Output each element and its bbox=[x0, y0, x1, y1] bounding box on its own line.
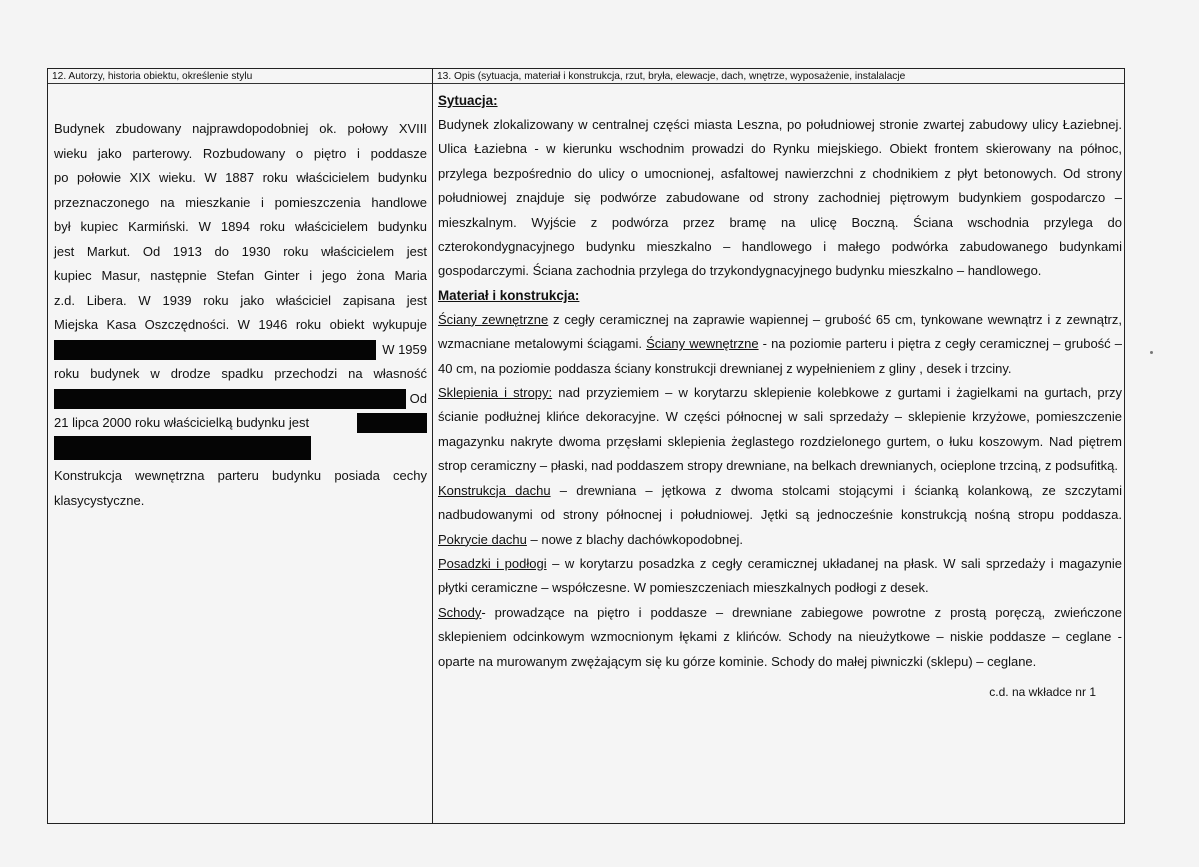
history-column bbox=[54, 117, 427, 513]
redacted-row bbox=[54, 338, 427, 363]
redaction-bar bbox=[54, 436, 311, 460]
paragraph-dach bbox=[438, 479, 1122, 552]
paragraph-posadzki bbox=[438, 552, 1122, 601]
text-sklepienia: nad przyziemiem – w korytarzu sklepienie kolebkowe z gurtami i żagielkami na gurtach, przy ścianie podłużnej klińce dekoracyjne. W części północnej w sali sprzedaży – sklepienie krzyżowe, pomieszczenie magazynku nakryte dwoma przęsłami sklepienia żeglastego rozdzielonego gurtem, o łuku koszowym. Nad piętrem strop ceramiczny – płaski, nad poddaszem stropy drewniane, na belkach drewnianych, ocieplone trzciną, z podsufitką. bbox=[438, 385, 1122, 474]
history-line: klasycystyczne. bbox=[54, 492, 145, 508]
label-pokrycie-dachu: Pokrycie dachu bbox=[438, 531, 527, 547]
history-line: roku budynek w drodze spadku przechodzi na własność bbox=[54, 366, 427, 381]
history-line: z.d. Libera. W 1939 roku jako właściciel zapisana jest bbox=[54, 292, 427, 308]
label-sciany-zewnetrzne: Ściany zewnętrzne bbox=[438, 311, 549, 327]
description-column bbox=[438, 89, 1122, 704]
history-line: 21 lipca 2000 roku właścicielką budynku jest bbox=[54, 415, 310, 430]
label-schody: Schody bbox=[438, 604, 482, 620]
redacted-row bbox=[54, 387, 427, 412]
text-schody: - prowadzące na piętro i poddasze – drewniane zabiegowe powrotne z prostą poręczą, zwieńczone sklepieniem odcinkowym wzmocnionym łękami z klińców. Schody na nieużytkowe – niskie poddasze – ceglane - oparte na murowanym zwężającym się ku górze kominie. Schody do małej piwniczki (sklepu) – ceglane. bbox=[438, 604, 1122, 669]
continuation-note: c.d. na wkładce nr 1 bbox=[989, 684, 1096, 699]
history-line: Od bbox=[409, 390, 427, 406]
text-pokrycie-dachu: – nowe z blachy dachówkopodobnej. bbox=[526, 531, 743, 547]
label-konstrukcja-dachu: Konstrukcja dachu bbox=[438, 482, 551, 498]
text-konstrukcja-dachu: – drewniana – jętkowa z dwoma stolcami stojącymi i ścianką kolankową, ze szczytami nadbudowanymi od strony północnej i południowej. Jętki są jednocześnie konstrukcją nośną stropu poddasza. bbox=[438, 482, 1122, 523]
history-line: był kupiec Karmiński. W 1894 roku właścicielem budynku bbox=[54, 219, 427, 234]
redacted-row bbox=[54, 411, 427, 436]
paragraph-schody bbox=[438, 601, 1122, 674]
redaction-bar bbox=[357, 413, 427, 433]
history-line: Budynek zbudowany najprawdopodobniej ok. połowy XVIII bbox=[54, 121, 427, 136]
section-12-title: 12. Autorzy, historia obiektu, określenie stylu bbox=[52, 71, 253, 82]
history-line: wieku jako parterowy. Rozbudowany o piętro i poddasze bbox=[54, 145, 427, 161]
document-form bbox=[47, 68, 1125, 824]
column-divider bbox=[432, 69, 433, 823]
history-line: Miejska Kasa Oszczędności. W 1946 roku obiekt wykupuje bbox=[54, 317, 427, 332]
text-sciany-wewnetrzne: - na poziomie parteru i piętra z cegły ceramicznej – grubość – 40 cm, na poziomie poddasza ściany konstrukcji drewnianej z wypełnieniem z gliny , desek i trzciny. bbox=[438, 336, 1123, 376]
label-sklepienia: Sklepienia i stropy: bbox=[438, 385, 553, 401]
text-sciany-zewnetrzne: z cegły ceramicznej na zaprawie wapiennej – grubość 65 cm, tynkowane wewnątrz i z zewnątrz, wzmacniane metalowymi ściągami. bbox=[438, 311, 1122, 352]
heading-sytuacja: Sytuacja: bbox=[438, 93, 498, 108]
scan-speck bbox=[1150, 351, 1153, 354]
history-line: kupiec Masur, następnie Stefan Ginter i jego żona Maria bbox=[54, 268, 427, 283]
history-line: po połowie XIX wieku. W 1887 roku właścicielem budynku bbox=[54, 170, 427, 185]
history-line: jest Markut. Od 1913 do 1930 roku właścicielem jest bbox=[54, 243, 427, 259]
paragraph-sklepienia bbox=[438, 381, 1122, 479]
redaction-bar bbox=[54, 340, 376, 360]
header-rule bbox=[48, 83, 1124, 84]
heading-material: Materiał i konstrukcja: bbox=[438, 287, 580, 303]
history-line: przeznaczonego na mieszkanie i pomieszczenia handlowe bbox=[54, 194, 427, 210]
history-line: W 1959 bbox=[382, 341, 427, 357]
label-posadzki: Posadzki i podłogi bbox=[438, 555, 547, 571]
label-sciany-wewnetrzne: Ściany wewnętrzne bbox=[646, 336, 759, 352]
section-13-title: 13. Opis (sytuacja, materiał i konstrukcja, rzut, bryła, elewacje, dach, wnętrze, wyposażenie, instalalacje bbox=[437, 71, 906, 82]
redacted-row bbox=[54, 436, 427, 461]
history-line: Konstrukcja wewnętrzna parteru budynku posiada cechy bbox=[54, 468, 427, 483]
paragraph-sciany bbox=[438, 308, 1122, 381]
redaction-bar bbox=[54, 389, 406, 409]
paragraph-sytuacja: Budynek zlokalizowany w centralnej części miasta Leszna, po południowej stronie zwartej zabudowy ulicy Łaziebnej. Ulica Łaziebna - w kierunku wschodnim prowadzi do Rynku miejskiego. Obiekt frontem skierowany na północ, przylega bezpośrednio do ulicy o umocnionej, asfaltowej nawierzchni z chodnikiem z płyt betonowych. Od strony południowej znajduje się podwórze zabudowane od strony zachodniej piętrowym budynkiem gospodarczo – mieszkalnym. Wyjście z podwórza przez bramę na ulicę Boczną. Ściana wschodnia przylega do czterokondygnacyjnego budynku mieszkalno – handlowego i małego podwórka zabudowanego budynkami gospodarczymi. Ściana zachodnia przylega do trzykondygnacyjnego budynku mieszkalno – handlowego. bbox=[438, 117, 1122, 279]
text-posadzki: – w korytarzu posadzka z cegły ceramicznej układanej na płask. W sali sprzedaży i magazynie płytki ceramiczne – współczesne. W pomieszczeniach mieszkalnych podłogi z desek. bbox=[438, 555, 1123, 596]
